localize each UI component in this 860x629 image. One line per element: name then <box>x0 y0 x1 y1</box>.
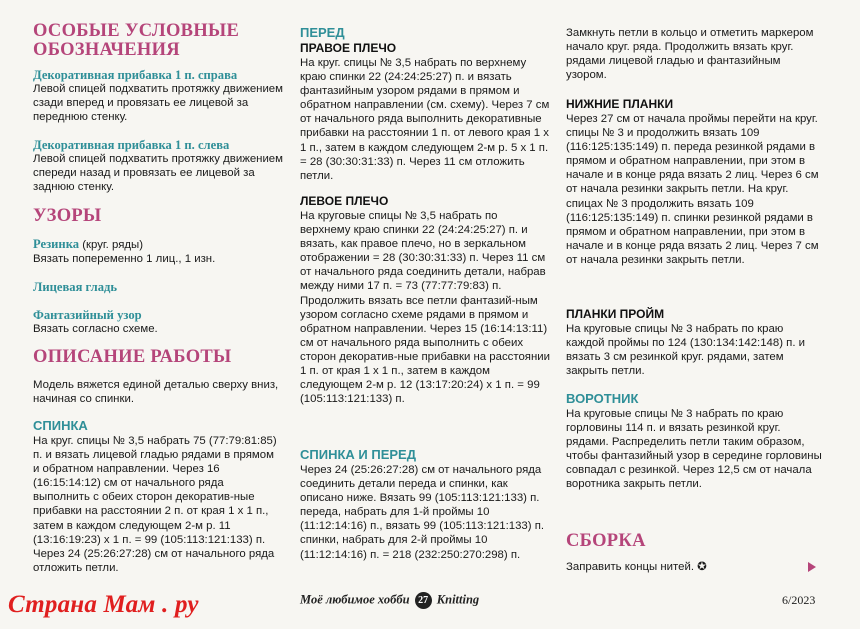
back-front-text: Через 24 (25:26:27:28) см от начального ряда соединить детали переда и спинки, как описано ниже. Вязать 99 (105:113:121:133) п. переда, набрать для 1-й проймы 10 (11:12:14:16) п., вязать 99 (105:113:121:133) п. спинки, набрать для 2-й проймы 10 (11:12:14:16) п. = 218 (232:250:270:298) п. <box>300 464 545 561</box>
armhole-text: На круговые спицы № 3 набрать по краю каждой проймы по 124 (130:134:142:148) п. и вязать 3 см резинкой круг. рядами, затем закрыть петли. <box>566 323 806 378</box>
join-text: Замкнуть петли в кольцо и отметить маркером начало круг. ряда. Продолжить вязать круг. рядами лицевой гладью и фантазийным узором. <box>566 27 814 82</box>
page-number-badge: 27 <box>415 592 432 609</box>
right-shoulder-title: ПРАВОЕ ПЛЕЧО <box>300 41 397 55</box>
right-shoulder-text: На круг. спицы № 3,5 набрать по верхнему краю спинки 22 (24:24:25:27) п. и вязать фантазийным узором рядами в прямом и обратном направлении (см. схему). Через 7 см от начального ряда выполнить декоративные прибавки на расстоянии 1 п. от левого края 1 х 1 п., затем в каждом следующем 2-м р. 5 х 1 п. = 28 (30:30:31:33) п. Через 11 см отложить петли. <box>300 57 550 182</box>
back-front-title: СПИНКА И ПЕРЕД <box>300 447 416 462</box>
left-shoulder-title: ЛЕВОЕ ПЛЕЧО <box>300 194 389 208</box>
back-title: СПИНКА <box>33 418 88 433</box>
collar-title: ВОРОТНИК <box>566 391 639 406</box>
lower-bands-text: Через 27 см от начала проймы перейти на круг. спицы № 3 и продолжить вязать 109 (116:125:135:149) п. переда резинкой рядами в прямом и обратном направлении, при этом в начале и в конце ряда вязать 2 лиц. Через 6 см от начала резинки закрыть петли. На круг. спицах № 3 продолжить вязать 109 (116:125:135:149) п. спинки резинкой рядами в прямом и обратном направлении, при этом в начале и в конце ряда вязать 2 лиц. Через 7 см от начала резинки закрыть петли. <box>566 113 819 266</box>
dec-right-title: Декоративная прибавка 1 п. справа <box>33 68 238 82</box>
stockinette-title: Лицевая гладь <box>33 280 118 294</box>
patterns-title: УЗОРЫ <box>33 206 102 226</box>
dec-left-title: Декоративная прибавка 1 п. слева <box>33 138 230 152</box>
collar-text: На круговые спицы № 3 набрать по краю горловины 114 п. и вязать резинкой круг. рядами. Распределить петли таким образом, чтобы фантазийный узор в середине горловины совпадал с резинкой. Через 12,5 см от начала воротника закрыть петли. <box>566 408 822 491</box>
desc-title: ОПИСАНИЕ РАБОТЫ <box>33 347 232 367</box>
lower-bands-title: НИЖНИЕ ПЛАНКИ <box>566 97 674 111</box>
dec-right-text: Левой спицей подхватить протяжку движением сзади вперед и провязать ее лицевой за переднюю стенку. <box>33 83 283 124</box>
rib-text: Вязать попеременно 1 лиц., 1 изн. <box>33 253 216 266</box>
front-title: ПЕРЕД <box>300 25 345 40</box>
magazine-name-left: Моё любимое хобби <box>300 592 410 607</box>
desc-text: Модель вяжется единой деталью сверху вниз, начиная со спинки. <box>33 379 279 406</box>
fancy-title: Фантазийный узор <box>33 308 142 322</box>
back-text: На круг. спицы № 3,5 набрать 75 (77:79:81:85) п. и вязать лицевой гладью рядами в прямом и обратном направлении. Через 16 (16:15:14:12) см от начального ряда выполнить с обеих сторон декоратив-ные прибавки на расстоянии 2 п. от края 1 х 1 п., затем в каждом следующем 2-м р. 11 (13:16:19:23) х 1 п. = 99 (105:113:121:133) п. Через 24 (25:26:27:28) см от начального ряда отложить петли. <box>33 435 277 574</box>
issue-number: 6/2023 <box>782 593 816 607</box>
dec-left-text: Левой спицей подхватить протяжку движением спереди назад и провязать ее лицевой за заднюю стенку. <box>33 153 283 194</box>
fancy-text: Вязать согласно схеме. <box>33 323 158 335</box>
left-shoulder-text: На круговые спицы № 3,5 набрать по верхнему краю спинки 22 (24:24:25:27) п. и вязать, как правое плечо, но в зеркальном отображении = 28 (30:30:31:33) п. Через 11 см от начального ряда соединить детали, набрав между ними 17 п. = 73 (77:77:79:83) п. Продолжить вязать все петли фантазий-ным узором согласно схеме рядами в прямом и обратном направлении. Через 15 (16:14:13:11) см от начального ряда выполнить с обеих сторон декоратив-ные прибавки на расстоянии 1 п. от края 1 х 1 п., затем в каждом следующем 2-м р. 12 (13:17:20:24) х 1 п. = 99 (105:113:121:133) п. <box>300 210 550 406</box>
rib-title: Резинка <box>33 237 80 251</box>
armhole-title: ПЛАНКИ ПРОЙМ <box>566 307 665 321</box>
magazine-title <box>300 592 479 609</box>
assembly-text: Заправить концы нитей. ✪ <box>566 561 707 573</box>
assembly-title: СБОРКА <box>566 531 646 551</box>
magazine-name-right: Knitting <box>436 592 480 607</box>
rib-suffix: (круг. ряды) <box>79 239 143 251</box>
legend-title: ОСОБЫЕ УСЛОВНЫЕ ОБОЗНАЧЕНИЯ <box>33 21 240 60</box>
continue-arrow-icon <box>808 562 816 572</box>
watermark-logo: Страна Мам . ру <box>8 591 199 618</box>
